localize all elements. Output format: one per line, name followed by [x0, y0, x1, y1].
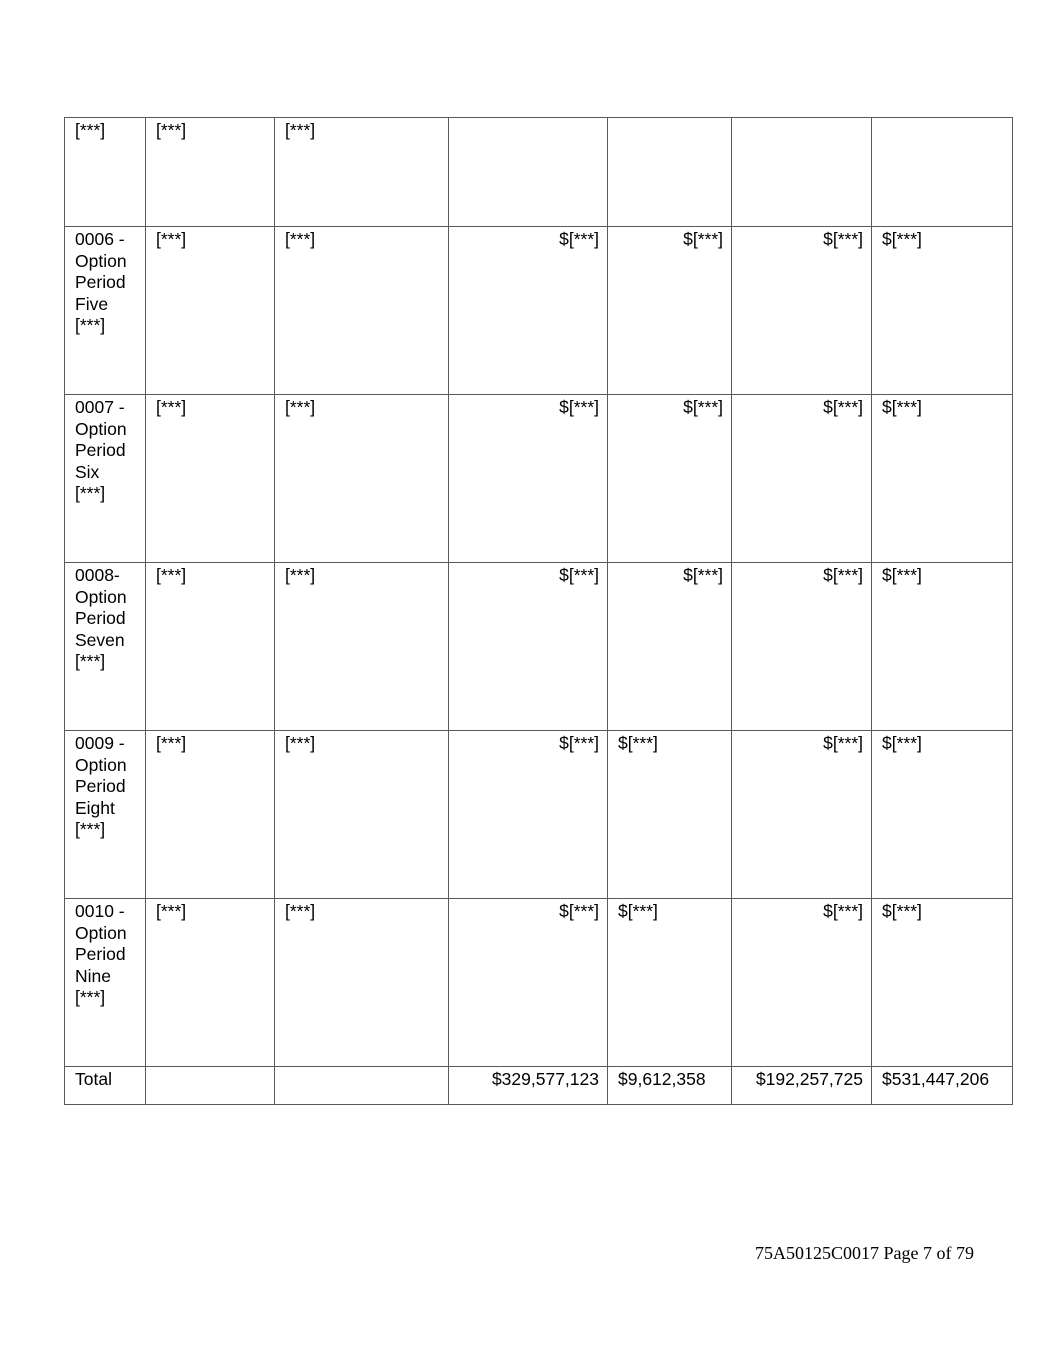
total-label: Total [65, 1067, 146, 1105]
clin-label-cell [65, 563, 146, 731]
table-cell-col2: [***] [146, 731, 275, 899]
table-cell-col4: $[***] [449, 899, 608, 1067]
table-cell-col7: $[***] [872, 395, 1013, 563]
clin-label-line: 0010 - [75, 901, 125, 921]
clin-label-line: Six [75, 461, 100, 482]
clin-label-line: Nine [75, 965, 111, 986]
clin-label-cell [65, 118, 146, 227]
table-cell-col6: $[***] [732, 395, 872, 563]
total-cell-col4: $329,577,123 [449, 1067, 608, 1105]
clin-label-line: Period [75, 440, 126, 460]
clin-label-line: Period [75, 776, 126, 796]
table-cell-col3: [***] [275, 227, 449, 395]
clin-pricing-table [64, 117, 1013, 1105]
clin-label-line: Seven [75, 629, 125, 650]
table-cell-col5 [608, 118, 732, 227]
total-cell-col2 [146, 1067, 275, 1105]
clin-label-line: 0008- [75, 565, 120, 585]
clin-label-line: [***] [75, 819, 106, 839]
table-cell-col7: $[***] [872, 563, 1013, 731]
clin-label-line: [***] [75, 315, 106, 335]
table-cell-col4: $[***] [449, 563, 608, 731]
clin-label-line: 0009 - [75, 733, 125, 753]
table-cell-col6: $[***] [732, 731, 872, 899]
table-cell-col4: $[***] [449, 395, 608, 563]
table-cell-col3: [***] [275, 118, 449, 227]
clin-label-line: Period [75, 944, 126, 964]
clin-label-line: Option [75, 586, 127, 607]
clin-label-line: [***] [75, 120, 106, 140]
clin-label-line: Option [75, 418, 127, 439]
table-cell-col5: $[***] [608, 395, 732, 563]
clin-label-line: Option [75, 754, 127, 775]
table-cell-col5: $[***] [608, 563, 732, 731]
table-cell-col2: [***] [146, 227, 275, 395]
table-cell-col2: [***] [146, 395, 275, 563]
table-cell-col6: $[***] [732, 563, 872, 731]
clin-label-cell [65, 227, 146, 395]
table-cell-col4: $[***] [449, 731, 608, 899]
table-cell-col7: $[***] [872, 899, 1013, 1067]
clin-label-line: [***] [75, 483, 106, 503]
table-cell-col5: $[***] [608, 731, 732, 899]
table-cell-col2: [***] [146, 563, 275, 731]
total-cell-col7: $531,447,206 [872, 1067, 1013, 1105]
table-cell-col4 [449, 118, 608, 227]
total-cell-col3 [275, 1067, 449, 1105]
table-cell-col3: [***] [275, 563, 449, 731]
table-cell-col3: [***] [275, 395, 449, 563]
table-cell-col6: $[***] [732, 899, 872, 1067]
page-footer: 75A50125C0017 Page 7 of 79 [755, 1243, 974, 1263]
table-row [65, 118, 1013, 227]
clin-label-line: [***] [75, 987, 106, 1007]
table-cell-col5: $[***] [608, 227, 732, 395]
table-cell-col5: $[***] [608, 899, 732, 1067]
table-row [65, 227, 1013, 395]
table-cell-col7: $[***] [872, 227, 1013, 395]
clin-label-line: Five [75, 293, 109, 314]
table-row [65, 395, 1013, 563]
table-cell-col4: $[***] [449, 227, 608, 395]
table-row [65, 563, 1013, 731]
table-row [65, 899, 1013, 1067]
clin-label-line: Eight [75, 797, 115, 818]
total-cell-col6: $192,257,725 [732, 1067, 872, 1105]
table-cell-col7: $[***] [872, 731, 1013, 899]
table-cell-col6 [732, 118, 872, 227]
table-cell-col3: [***] [275, 899, 449, 1067]
clin-label-line: Period [75, 272, 126, 292]
table-cell-col6: $[***] [732, 227, 872, 395]
clin-label-line: 0006 - [75, 229, 125, 249]
clin-label-cell [65, 395, 146, 563]
table-cell-col2: [***] [146, 118, 275, 227]
clin-label-line: [***] [75, 651, 106, 671]
clin-label-line: Option [75, 250, 127, 271]
table-cell-col2: [***] [146, 899, 275, 1067]
total-row [65, 1067, 1013, 1105]
table-cell-col3: [***] [275, 731, 449, 899]
table-row [65, 731, 1013, 899]
clin-label-cell [65, 899, 146, 1067]
clin-label-line: Period [75, 608, 126, 628]
clin-label-line: 0007 - [75, 397, 125, 417]
table-cell-col7 [872, 118, 1013, 227]
total-cell-col5: $9,612,358 [608, 1067, 732, 1105]
clin-label-cell [65, 731, 146, 899]
clin-label-line: Option [75, 922, 127, 943]
